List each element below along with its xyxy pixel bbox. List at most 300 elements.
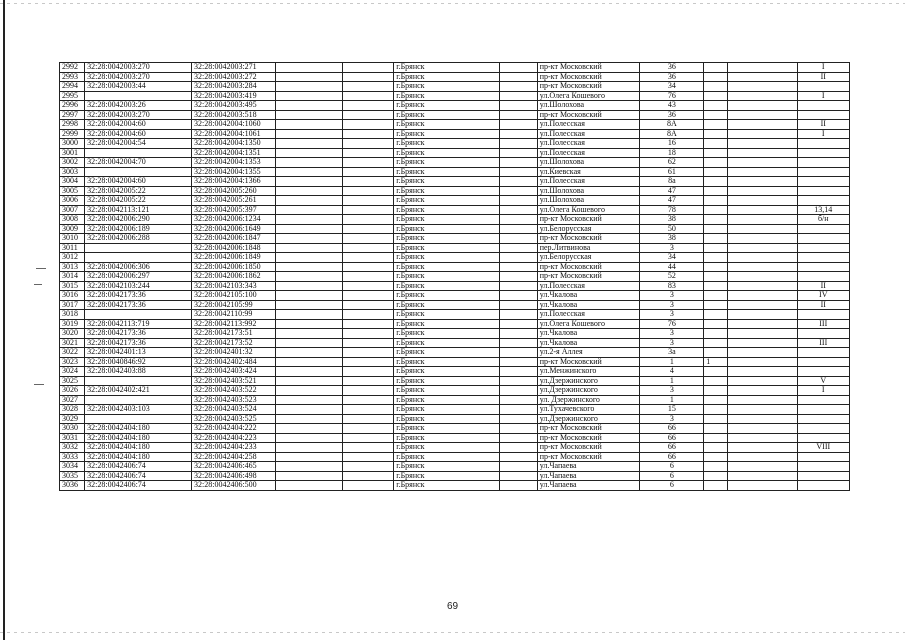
empty-cell — [275, 329, 342, 339]
row-number-cell: 3029 — [60, 414, 85, 424]
empty-cell — [728, 338, 797, 348]
empty-cell — [342, 205, 393, 215]
house-number-cell: 36 — [640, 110, 704, 120]
empty-cell — [342, 405, 393, 415]
table-row — [60, 348, 850, 358]
city-cell: г.Брянск — [394, 319, 500, 329]
empty-cell — [728, 224, 797, 234]
new-cadastral-number-cell: 32:28:0042403:424 — [192, 367, 276, 377]
apartment-cell: I — [797, 386, 849, 396]
city-cell: г.Брянск — [394, 224, 500, 234]
empty-cell — [275, 148, 342, 158]
empty-cell — [500, 205, 538, 215]
old-cadastral-number-cell: 32:28:0042003:26 — [85, 101, 192, 111]
empty-cell — [500, 281, 538, 291]
street-cell: пр-кт Московский — [537, 72, 640, 82]
apartment-cell — [797, 348, 849, 358]
new-cadastral-number-cell: 32:28:0042003:419 — [192, 91, 276, 101]
table-row — [60, 110, 850, 120]
row-number-cell: 3017 — [60, 300, 85, 310]
empty-cell — [500, 139, 538, 149]
row-number-cell: 3004 — [60, 177, 85, 187]
old-cadastral-number-cell: 32:28:0042004:60 — [85, 129, 192, 139]
empty-cell — [728, 158, 797, 168]
new-cadastral-number-cell: 32:28:0042105:99 — [192, 300, 276, 310]
street-cell: ул.Дзержинского — [537, 376, 640, 386]
empty-cell — [728, 357, 797, 367]
empty-cell — [500, 186, 538, 196]
old-cadastral-number-cell: 32:28:0042006:297 — [85, 272, 192, 282]
city-cell: г.Брянск — [394, 338, 500, 348]
old-cadastral-number-cell: 32:28:0042402:421 — [85, 386, 192, 396]
row-number-cell: 3023 — [60, 357, 85, 367]
house-number-cell: 66 — [640, 433, 704, 443]
apartment-cell — [797, 310, 849, 320]
empty-cell — [728, 291, 797, 301]
apartment-cell: I — [797, 129, 849, 139]
old-cadastral-number-cell: 32:28:0042173:36 — [85, 291, 192, 301]
empty-cell — [342, 177, 393, 187]
city-cell: г.Брянск — [394, 462, 500, 472]
city-cell: г.Брянск — [394, 357, 500, 367]
building-cell — [704, 262, 728, 272]
empty-cell — [342, 139, 393, 149]
city-cell: г.Брянск — [394, 110, 500, 120]
apartment-cell — [797, 462, 849, 472]
apartment-cell: б/н — [797, 215, 849, 225]
building-cell — [704, 129, 728, 139]
new-cadastral-number-cell: 32:28:0042105:100 — [192, 291, 276, 301]
row-number-cell: 3022 — [60, 348, 85, 358]
empty-cell — [275, 215, 342, 225]
new-cadastral-number-cell: 32:28:0042004:1353 — [192, 158, 276, 168]
building-cell — [704, 72, 728, 82]
apartment-cell: III — [797, 338, 849, 348]
street-cell: ул.Чкалова — [537, 291, 640, 301]
city-cell: г.Брянск — [394, 414, 500, 424]
old-cadastral-number-cell: 32:28:0042173:36 — [85, 329, 192, 339]
street-cell: пр-кт Московский — [537, 215, 640, 225]
apartment-cell — [797, 148, 849, 158]
empty-cell — [728, 281, 797, 291]
empty-cell — [342, 462, 393, 472]
street-cell: пр-кт Московский — [537, 82, 640, 92]
table-row — [60, 186, 850, 196]
building-cell — [704, 205, 728, 215]
empty-cell — [342, 376, 393, 386]
street-cell: ул.Олега Кошевого — [537, 319, 640, 329]
empty-cell — [275, 243, 342, 253]
empty-cell — [728, 215, 797, 225]
empty-cell — [342, 101, 393, 111]
row-number-cell: 3005 — [60, 186, 85, 196]
new-cadastral-number-cell: 32:28:0042403:523 — [192, 395, 276, 405]
house-number-cell: 34 — [640, 253, 704, 263]
empty-cell — [275, 291, 342, 301]
new-cadastral-number-cell: 32:28:0042403:524 — [192, 405, 276, 415]
empty-cell — [500, 91, 538, 101]
empty-cell — [500, 63, 538, 73]
row-number-cell: 3025 — [60, 376, 85, 386]
city-cell: г.Брянск — [394, 329, 500, 339]
empty-cell — [500, 405, 538, 415]
empty-cell — [275, 158, 342, 168]
building-cell — [704, 91, 728, 101]
new-cadastral-number-cell: 32:28:0042103:343 — [192, 281, 276, 291]
empty-cell — [728, 205, 797, 215]
city-cell: г.Брянск — [394, 424, 500, 434]
table-row — [60, 405, 850, 415]
row-number-cell: 2996 — [60, 101, 85, 111]
building-cell — [704, 148, 728, 158]
empty-cell — [275, 338, 342, 348]
new-cadastral-number-cell: 32:28:0042004:1350 — [192, 139, 276, 149]
empty-cell — [342, 120, 393, 130]
empty-cell — [500, 72, 538, 82]
old-cadastral-number-cell — [85, 91, 192, 101]
building-cell — [704, 376, 728, 386]
new-cadastral-number-cell: 32:28:0042004:1351 — [192, 148, 276, 158]
empty-cell — [728, 148, 797, 158]
city-cell: г.Брянск — [394, 177, 500, 187]
empty-cell — [500, 338, 538, 348]
empty-cell — [728, 120, 797, 130]
street-cell: ул.Олега Кошевого — [537, 205, 640, 215]
empty-cell — [342, 367, 393, 377]
apartment-cell — [797, 357, 849, 367]
apartment-cell — [797, 424, 849, 434]
row-number-cell: 3007 — [60, 205, 85, 215]
house-number-cell: 15 — [640, 405, 704, 415]
empty-cell — [728, 234, 797, 244]
empty-cell — [342, 82, 393, 92]
building-cell — [704, 215, 728, 225]
table-row — [60, 262, 850, 272]
apartment-cell — [797, 234, 849, 244]
new-cadastral-number-cell: 32:28:0042006:1234 — [192, 215, 276, 225]
table-row — [60, 300, 850, 310]
city-cell: г.Брянск — [394, 215, 500, 225]
house-number-cell: 1 — [640, 376, 704, 386]
apartment-cell: I — [797, 63, 849, 73]
city-cell: г.Брянск — [394, 300, 500, 310]
city-cell: г.Брянск — [394, 376, 500, 386]
old-cadastral-number-cell: 32:28:0042406:74 — [85, 471, 192, 481]
empty-cell — [275, 405, 342, 415]
old-cadastral-number-cell — [85, 243, 192, 253]
table-row — [60, 139, 850, 149]
table-row — [60, 357, 850, 367]
empty-cell — [728, 167, 797, 177]
table-row — [60, 462, 850, 472]
row-number-cell: 2998 — [60, 120, 85, 130]
street-cell: ул.2-я Аллея — [537, 348, 640, 358]
empty-cell — [728, 110, 797, 120]
empty-cell — [342, 186, 393, 196]
city-cell: г.Брянск — [394, 196, 500, 206]
apartment-cell — [797, 253, 849, 263]
old-cadastral-number-cell: 32:28:0042404:180 — [85, 452, 192, 462]
new-cadastral-number-cell: 32:28:0042406:498 — [192, 471, 276, 481]
old-cadastral-number-cell: 32:28:0042404:180 — [85, 443, 192, 453]
apartment-cell — [797, 82, 849, 92]
house-number-cell: 61 — [640, 167, 704, 177]
house-number-cell: 66 — [640, 452, 704, 462]
apartment-cell — [797, 158, 849, 168]
building-cell — [704, 462, 728, 472]
building-cell — [704, 291, 728, 301]
empty-cell — [342, 281, 393, 291]
city-cell: г.Брянск — [394, 310, 500, 320]
empty-cell — [728, 186, 797, 196]
empty-cell — [342, 243, 393, 253]
new-cadastral-number-cell: 32:28:0042406:500 — [192, 481, 276, 491]
building-cell — [704, 300, 728, 310]
empty-cell — [728, 139, 797, 149]
scan-noise-bottom — [0, 632, 905, 633]
city-cell: г.Брянск — [394, 186, 500, 196]
empty-cell — [342, 300, 393, 310]
empty-cell — [275, 234, 342, 244]
empty-cell — [342, 272, 393, 282]
old-cadastral-number-cell: 32:28:0042006:288 — [85, 234, 192, 244]
empty-cell — [342, 63, 393, 73]
old-cadastral-number-cell — [85, 167, 192, 177]
new-cadastral-number-cell: 32:28:0042403:522 — [192, 386, 276, 396]
city-cell: г.Брянск — [394, 395, 500, 405]
city-cell: г.Брянск — [394, 452, 500, 462]
building-cell — [704, 433, 728, 443]
street-cell: ул.Полесская — [537, 129, 640, 139]
house-number-cell: 3 — [640, 338, 704, 348]
empty-cell — [728, 367, 797, 377]
apartment-cell: II — [797, 72, 849, 82]
empty-cell — [728, 481, 797, 491]
empty-cell — [275, 101, 342, 111]
city-cell: г.Брянск — [394, 481, 500, 491]
empty-cell — [500, 291, 538, 301]
street-cell: ул.Чапаева — [537, 462, 640, 472]
street-cell: пр-кт Московский — [537, 452, 640, 462]
empty-cell — [342, 253, 393, 263]
table-row — [60, 91, 850, 101]
street-cell: ул.Полесская — [537, 177, 640, 187]
empty-cell — [728, 376, 797, 386]
table-row — [60, 310, 850, 320]
new-cadastral-number-cell: 32:28:0042404:222 — [192, 424, 276, 434]
empty-cell — [275, 120, 342, 130]
table-row — [60, 82, 850, 92]
new-cadastral-number-cell: 32:28:0042005:260 — [192, 186, 276, 196]
empty-cell — [500, 82, 538, 92]
row-number-cell: 2993 — [60, 72, 85, 82]
house-number-cell: 3 — [640, 414, 704, 424]
row-number-cell: 3008 — [60, 215, 85, 225]
building-cell — [704, 82, 728, 92]
building-cell — [704, 120, 728, 130]
empty-cell — [275, 224, 342, 234]
street-cell: ул.Чапаева — [537, 471, 640, 481]
table-row — [60, 129, 850, 139]
new-cadastral-number-cell: 32:28:0042004:1355 — [192, 167, 276, 177]
building-cell — [704, 367, 728, 377]
building-cell — [704, 405, 728, 415]
table-row — [60, 329, 850, 339]
row-number-cell: 3026 — [60, 386, 85, 396]
street-cell: ул.Полесская — [537, 148, 640, 158]
row-number-cell: 3000 — [60, 139, 85, 149]
empty-cell — [500, 462, 538, 472]
empty-cell — [275, 357, 342, 367]
empty-cell — [728, 72, 797, 82]
table-row — [60, 72, 850, 82]
building-cell — [704, 386, 728, 396]
building-cell — [704, 167, 728, 177]
old-cadastral-number-cell: 32:28:0042103:244 — [85, 281, 192, 291]
table-row — [60, 120, 850, 130]
empty-cell — [500, 319, 538, 329]
street-cell: пр-кт Московский — [537, 357, 640, 367]
building-cell — [704, 101, 728, 111]
empty-cell — [275, 471, 342, 481]
new-cadastral-number-cell: 32:28:0042006:1850 — [192, 262, 276, 272]
new-cadastral-number-cell: 32:28:0042004:1061 — [192, 129, 276, 139]
new-cadastral-number-cell: 32:28:0042113:992 — [192, 319, 276, 329]
margin-mark — [34, 384, 44, 385]
city-cell: г.Брянск — [394, 291, 500, 301]
new-cadastral-number-cell: 32:28:0042110:99 — [192, 310, 276, 320]
street-cell: ул.Белорусская — [537, 224, 640, 234]
empty-cell — [342, 433, 393, 443]
empty-cell — [342, 72, 393, 82]
table-row — [60, 443, 850, 453]
apartment-cell — [797, 433, 849, 443]
row-number-cell: 3032 — [60, 443, 85, 453]
new-cadastral-number-cell: 32:28:0042173:52 — [192, 338, 276, 348]
row-number-cell: 3024 — [60, 367, 85, 377]
old-cadastral-number-cell: 32:28:0042113:121 — [85, 205, 192, 215]
empty-cell — [500, 215, 538, 225]
empty-cell — [342, 91, 393, 101]
new-cadastral-number-cell: 32:28:0042003:518 — [192, 110, 276, 120]
apartment-cell — [797, 481, 849, 491]
table-row — [60, 148, 850, 158]
empty-cell — [342, 395, 393, 405]
house-number-cell: 83 — [640, 281, 704, 291]
row-number-cell: 3027 — [60, 395, 85, 405]
empty-cell — [500, 110, 538, 120]
city-cell: г.Брянск — [394, 281, 500, 291]
row-number-cell: 3030 — [60, 424, 85, 434]
apartment-cell: III — [797, 319, 849, 329]
new-cadastral-number-cell: 32:28:0042401:32 — [192, 348, 276, 358]
empty-cell — [500, 158, 538, 168]
old-cadastral-number-cell: 32:28:0042004:60 — [85, 120, 192, 130]
old-cadastral-number-cell — [85, 414, 192, 424]
apartment-cell — [797, 414, 849, 424]
empty-cell — [728, 253, 797, 263]
empty-cell — [342, 348, 393, 358]
building-cell — [704, 395, 728, 405]
house-number-cell: 44 — [640, 262, 704, 272]
empty-cell — [500, 376, 538, 386]
street-cell: ул.Чкалова — [537, 338, 640, 348]
empty-cell — [500, 414, 538, 424]
table-row — [60, 376, 850, 386]
building-cell — [704, 224, 728, 234]
empty-cell — [728, 433, 797, 443]
apartment-cell — [797, 167, 849, 177]
house-number-cell: 76 — [640, 91, 704, 101]
empty-cell — [728, 196, 797, 206]
table-row — [60, 471, 850, 481]
empty-cell — [500, 234, 538, 244]
empty-cell — [500, 471, 538, 481]
street-cell: пер.Литвинова — [537, 243, 640, 253]
empty-cell — [342, 414, 393, 424]
empty-cell — [500, 262, 538, 272]
street-cell: ул.Дзержинского — [537, 386, 640, 396]
empty-cell — [275, 82, 342, 92]
old-cadastral-number-cell — [85, 376, 192, 386]
apartment-cell: 13,14 — [797, 205, 849, 215]
street-cell: ул.Шолохова — [537, 196, 640, 206]
city-cell: г.Брянск — [394, 167, 500, 177]
building-cell — [704, 481, 728, 491]
old-cadastral-number-cell: 32:28:0042003:270 — [85, 63, 192, 73]
apartment-cell — [797, 177, 849, 187]
old-cadastral-number-cell — [85, 310, 192, 320]
old-cadastral-number-cell: 32:28:0042005:22 — [85, 186, 192, 196]
city-cell: г.Брянск — [394, 471, 500, 481]
street-cell: ул.Белорусская — [537, 253, 640, 263]
city-cell: г.Брянск — [394, 158, 500, 168]
empty-cell — [275, 139, 342, 149]
empty-cell — [500, 310, 538, 320]
city-cell: г.Брянск — [394, 91, 500, 101]
old-cadastral-number-cell: 32:28:0042003:270 — [85, 110, 192, 120]
house-number-cell: 8а — [640, 177, 704, 187]
row-number-cell: 3031 — [60, 433, 85, 443]
new-cadastral-number-cell: 32:28:0042006:1849 — [192, 253, 276, 263]
street-cell: пр-кт Московский — [537, 262, 640, 272]
empty-cell — [275, 395, 342, 405]
house-number-cell: 4 — [640, 367, 704, 377]
empty-cell — [275, 262, 342, 272]
new-cadastral-number-cell: 32:28:0042005:261 — [192, 196, 276, 206]
building-cell — [704, 186, 728, 196]
row-number-cell: 3020 — [60, 329, 85, 339]
empty-cell — [500, 177, 538, 187]
street-cell: ул.Чапаева — [537, 481, 640, 491]
new-cadastral-number-cell: 32:28:0042403:521 — [192, 376, 276, 386]
building-cell — [704, 471, 728, 481]
street-cell: ул.Полесская — [537, 139, 640, 149]
empty-cell — [342, 386, 393, 396]
old-cadastral-number-cell: 32:28:0042005:22 — [85, 196, 192, 206]
row-number-cell: 3034 — [60, 462, 85, 472]
empty-cell — [275, 177, 342, 187]
row-number-cell: 3009 — [60, 224, 85, 234]
house-number-cell: 1 — [640, 357, 704, 367]
table-row — [60, 253, 850, 263]
building-cell — [704, 281, 728, 291]
street-cell: пр-кт Московский — [537, 110, 640, 120]
empty-cell — [275, 196, 342, 206]
row-number-cell: 2997 — [60, 110, 85, 120]
empty-cell — [500, 348, 538, 358]
row-number-cell: 3016 — [60, 291, 85, 301]
